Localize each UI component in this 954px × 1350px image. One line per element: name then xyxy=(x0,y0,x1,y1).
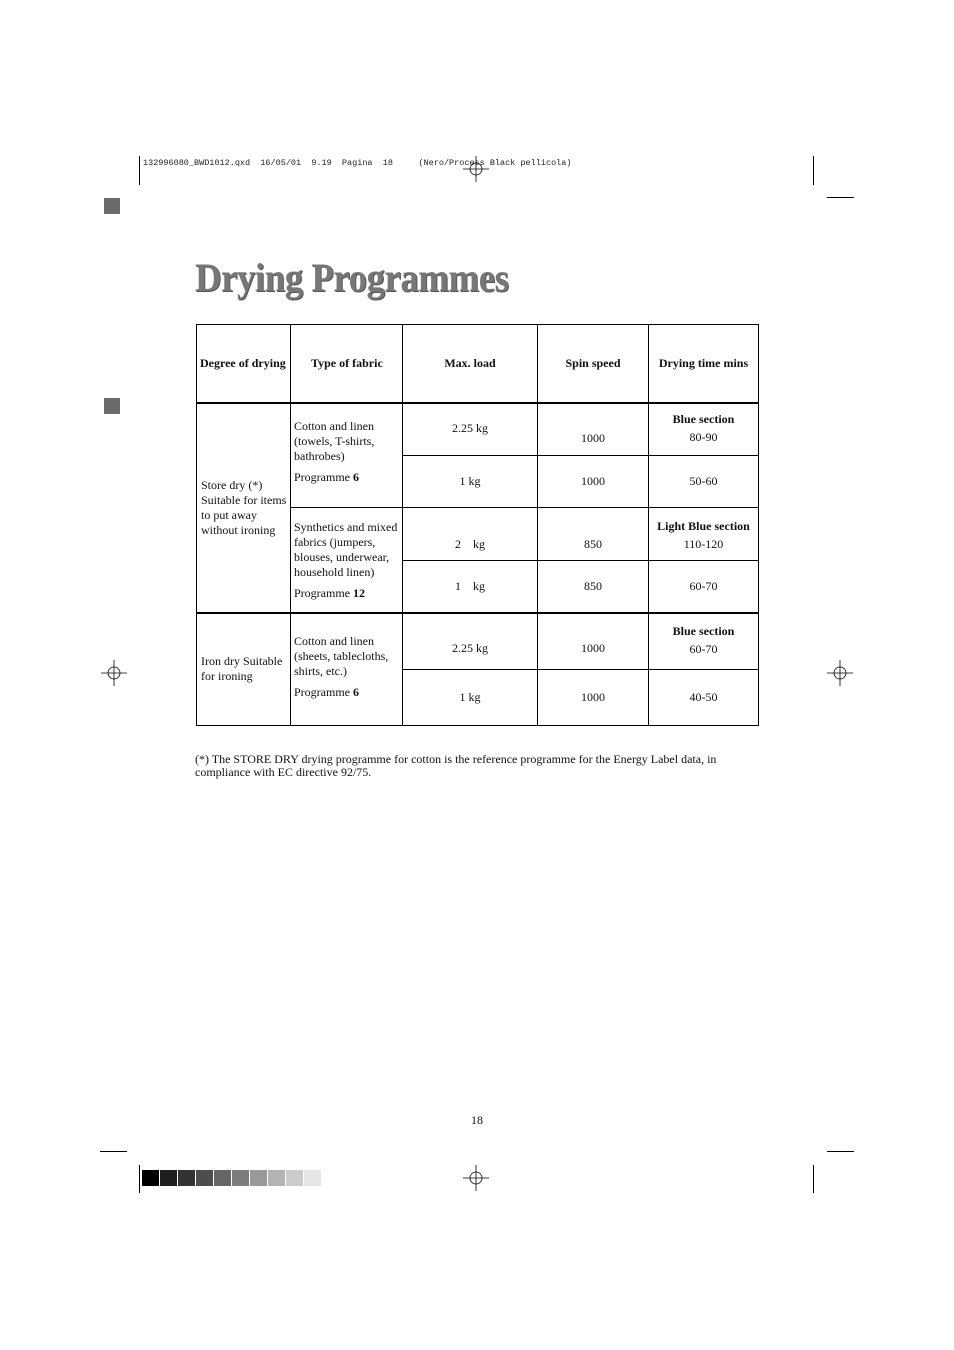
section-label: Blue section xyxy=(672,624,735,638)
fabric-description: Cotton and linen (towels, T-shirts, bathrobes) xyxy=(294,419,375,463)
programme-label: Programme xyxy=(294,585,350,600)
programme-label: Programme xyxy=(294,470,350,484)
table-header-row xyxy=(197,325,759,404)
drying-time-cell: 40-50 xyxy=(649,669,759,725)
crop-mark xyxy=(139,1165,140,1193)
spin-speed-cell: 850 xyxy=(538,560,649,613)
color-swatch xyxy=(232,1170,249,1186)
section-label: Light Blue section xyxy=(657,518,750,533)
spin-speed-cell: 1000 xyxy=(538,669,649,725)
programme-line xyxy=(294,586,399,601)
drying-programmes-table xyxy=(196,324,759,726)
drying-time-cell xyxy=(649,403,759,455)
degree-store-dry: Store dry (*) Suitable for items to put away without ironing xyxy=(197,403,291,613)
fabric-description: Synthetics and mixed fabrics (jumpers, blouses, underwear, household linen) xyxy=(294,519,398,579)
programme-line xyxy=(294,685,399,700)
fabric-cotton xyxy=(291,403,403,507)
max-load-cell: 1 kg xyxy=(403,669,538,725)
color-swatch xyxy=(268,1170,285,1186)
color-swatch xyxy=(142,1170,159,1186)
max-load-cell: 1 kg xyxy=(403,455,538,507)
margin-marker xyxy=(104,398,120,414)
programme-number: 12 xyxy=(353,585,365,600)
fabric-description: Cotton and linen (sheets, tablecloths, shirts, etc.) xyxy=(294,634,389,678)
time-value: 60-70 xyxy=(689,642,718,656)
header-drying-time: Drying time mins xyxy=(649,325,759,404)
crop-mark xyxy=(827,1151,854,1152)
fabric-synthetics xyxy=(291,507,403,613)
color-swatch xyxy=(250,1170,267,1186)
spin-speed-cell: 1000 xyxy=(538,455,649,507)
page-number: 18 xyxy=(471,1113,483,1127)
drying-time-cell xyxy=(649,613,759,669)
max-load-cell: 2.25 kg xyxy=(403,613,538,669)
color-swatch xyxy=(196,1170,213,1186)
header-degree: Degree of drying xyxy=(197,325,291,404)
header-fabric: Type of fabric xyxy=(291,325,403,404)
header-max-load: Max. load xyxy=(403,325,538,404)
drying-time-cell: 60-70 xyxy=(649,560,759,613)
footnote: (*) The STORE DRY drying programme for cotton is the reference programme for the Energy Label data, in compliance with EC directive 92/75. xyxy=(195,752,717,779)
color-swatch xyxy=(178,1170,195,1186)
spin-speed-cell: 1000 xyxy=(538,613,649,669)
fabric-iron-cotton xyxy=(291,613,403,725)
time-value: 110-120 xyxy=(683,536,724,551)
spin-speed-cell: 850 xyxy=(538,507,649,560)
drying-time-cell: 50-60 xyxy=(649,455,759,507)
drying-time-cell xyxy=(649,507,759,560)
time-value: 80-90 xyxy=(689,430,718,444)
registration-mark-icon xyxy=(101,660,127,686)
crop-mark xyxy=(100,1151,127,1152)
margin-marker xyxy=(104,198,120,214)
printer-slug: 132996080_BWD1012.qxd 16/05/01 9.19 Pagina 18 (Nero/Process Black pellicola) xyxy=(143,158,572,168)
table-row xyxy=(197,613,759,669)
color-swatch xyxy=(160,1170,177,1186)
degree-iron-dry: Iron dry Suitable for ironing xyxy=(197,613,291,725)
programme-label: Programme xyxy=(294,685,350,699)
crop-mark xyxy=(139,156,140,185)
color-swatch xyxy=(304,1170,321,1186)
max-load-cell: 2 kg xyxy=(403,507,538,560)
section-label: Blue section xyxy=(672,412,735,426)
crop-mark xyxy=(813,156,814,185)
programme-number: 6 xyxy=(353,685,359,699)
crop-mark xyxy=(813,1165,814,1193)
registration-mark-icon xyxy=(463,156,489,182)
table-row xyxy=(197,403,759,455)
programme-number: 6 xyxy=(353,470,359,484)
max-load-cell: 1 kg xyxy=(403,560,538,613)
color-swatch xyxy=(286,1170,303,1186)
programme-line xyxy=(294,470,399,485)
page-title: Drying Programmes xyxy=(195,255,509,300)
color-swatch xyxy=(214,1170,231,1186)
spin-speed-cell: 1000 xyxy=(538,403,649,455)
max-load-cell: 2.25 kg xyxy=(403,403,538,455)
registration-mark-icon xyxy=(463,1165,489,1191)
crop-mark xyxy=(827,197,854,198)
header-spin-speed: Spin speed xyxy=(538,325,649,404)
registration-mark-icon xyxy=(827,660,853,686)
